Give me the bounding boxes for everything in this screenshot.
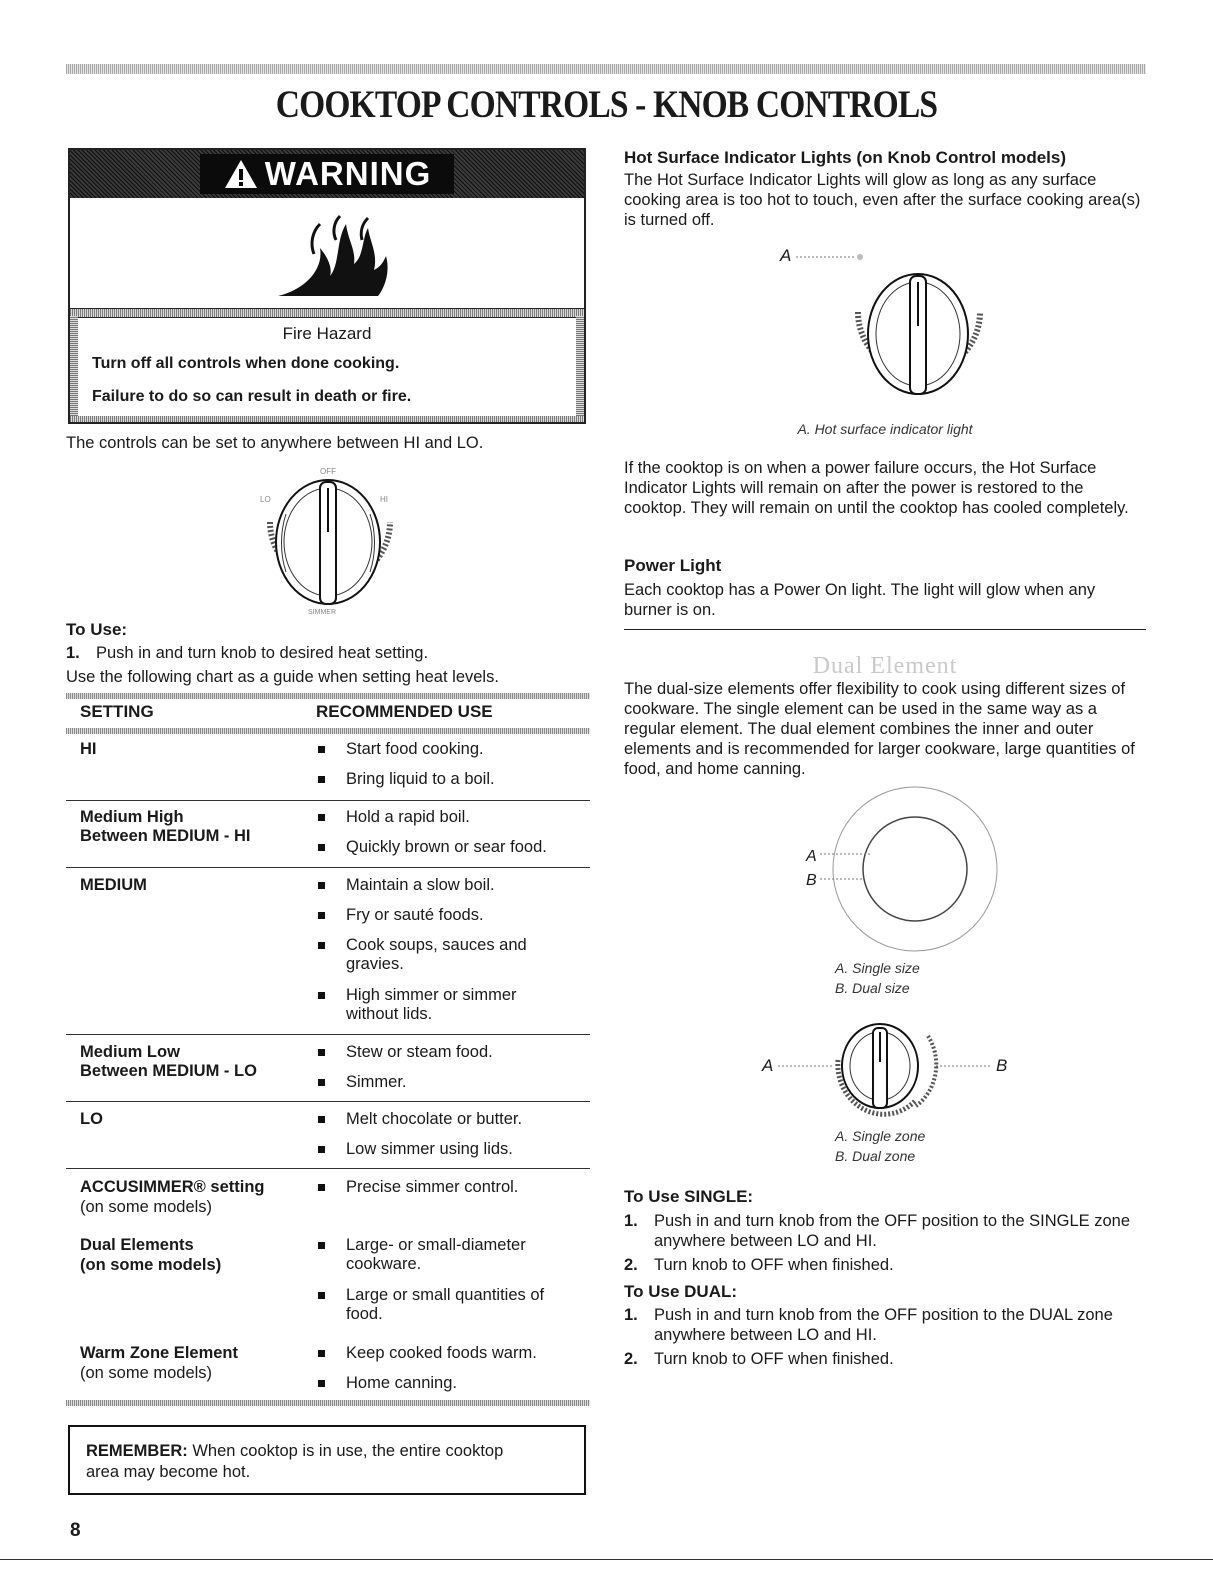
- warning-badge: [200, 154, 454, 194]
- setting-label: Medium Low: [80, 1043, 180, 1061]
- step-number: 2.: [624, 1256, 638, 1274]
- single-zone-caption: A. Single zone: [835, 1128, 926, 1144]
- use-item: Bring liquid to a boil.: [346, 770, 495, 788]
- power-light-text: Each cooktop has a Power On light. The light will glow when any burner is on.: [624, 581, 1096, 619]
- bullet-icon: [318, 1079, 325, 1086]
- bullet-icon: [318, 746, 325, 753]
- bullet-icon: [318, 1116, 325, 1123]
- warning-header: [70, 150, 584, 198]
- step-text: Push in and turn knob from the OFF position to the DUAL zone anywhere between LO and HI.: [654, 1306, 1113, 1344]
- setting-label: Dual Elements: [80, 1236, 194, 1254]
- warning-box: [68, 148, 586, 424]
- step-number: 1.: [624, 1306, 638, 1324]
- step-number: 1.: [624, 1212, 638, 1230]
- row-divider: [66, 800, 590, 801]
- knob-off-label: OFF: [320, 467, 336, 476]
- use-item: Quickly brown or sear food.: [346, 838, 547, 856]
- hot-surface-text: The Hot Surface Indicator Lights will glow as long as any surface cooking area is too hot to touch, even after the surface cooking area(s) is turned off.: [624, 171, 1141, 229]
- element-b-label: B: [806, 872, 817, 889]
- knob-diagram: [240, 462, 410, 622]
- element-a-label: A: [806, 848, 817, 865]
- use-item: Keep cooked foods warm.: [346, 1344, 537, 1362]
- warning-label: WARNING: [264, 155, 432, 192]
- controls-text: The controls can be set to anywhere between HI and LO.: [66, 434, 484, 452]
- step-text: Turn knob to OFF when finished.: [654, 1256, 894, 1274]
- callout-line: [796, 252, 866, 262]
- warning-border-bottom: [70, 416, 584, 422]
- use-item: High simmer or simmer without lids.: [346, 986, 517, 1023]
- row-divider: [66, 1034, 590, 1035]
- table-bottom-rule: [66, 1400, 590, 1406]
- bullet-icon: [318, 942, 325, 949]
- use-item: Precise simmer control.: [346, 1178, 519, 1196]
- use-single-steps: [624, 1211, 1146, 1275]
- bullet-icon: [318, 882, 325, 889]
- remember-box: [68, 1425, 586, 1495]
- power-failure-text: If the cooktop is on when a power failure occurs, the Hot Surface Indicator Lights will remain on after the power is restored to the cooktop. They will remain on until the cooktop has cooled completely.: [624, 459, 1129, 517]
- setting-label: HI: [80, 740, 97, 758]
- bullet-icon: [318, 776, 325, 783]
- bullet-icon: [318, 912, 325, 919]
- dual-knob-diagram: [776, 1020, 996, 1124]
- bullet-icon: [318, 1292, 325, 1299]
- use-item: Hold a rapid boil.: [346, 808, 470, 826]
- warning-line-2: Failure to do so can result in death or fire.: [92, 388, 412, 405]
- dual-element-heading: Dual Element: [812, 653, 958, 679]
- use-item: Maintain a slow boil.: [346, 876, 495, 894]
- setting-label: MEDIUM: [80, 876, 147, 894]
- use-item: Start food cooking.: [346, 740, 484, 758]
- fire-hazard-label: Fire Hazard: [282, 324, 372, 343]
- use-item: Cook soups, sauces and gravies.: [346, 936, 527, 973]
- dual-zone-caption: B. Dual zone: [835, 1148, 916, 1164]
- list-item: [624, 1255, 1146, 1275]
- fire-icon: [274, 210, 394, 298]
- dual-element-diagram: [800, 783, 1010, 955]
- remember-text: [86, 1441, 503, 1483]
- knob-lo-label: LO: [260, 495, 271, 504]
- hot-surface-heading: Hot Surface Indicator Lights (on Knob Control models): [624, 148, 1066, 167]
- use-item: Melt chocolate or butter.: [346, 1110, 523, 1128]
- bullet-icon: [318, 1184, 325, 1191]
- bullet-icon: [318, 1380, 325, 1387]
- table-header-rule: [66, 728, 590, 734]
- to-use-heading: To Use:: [66, 620, 128, 639]
- use-item: Stew or steam food.: [346, 1043, 493, 1061]
- list-item: [624, 1349, 1146, 1369]
- bullet-icon: [318, 1049, 325, 1056]
- header-rule: [66, 64, 1146, 74]
- bullet-icon: [318, 1146, 325, 1153]
- to-use-step: Push in and turn knob to desired heat setting.: [96, 644, 429, 662]
- use-item: Large- or small-diameter cookware.: [346, 1236, 526, 1273]
- use-item: Large or small quantities of food.: [346, 1286, 545, 1323]
- use-single-heading: To Use SINGLE:: [624, 1187, 754, 1206]
- bullet-icon: [318, 992, 325, 999]
- power-light-heading: Power Light: [624, 556, 722, 575]
- table-top-rule: [66, 693, 590, 699]
- use-item: Simmer.: [346, 1073, 407, 1091]
- col-setting: SETTING: [80, 702, 154, 721]
- row-divider: [66, 1168, 590, 1169]
- list-item: [624, 1305, 1146, 1345]
- dual-size-caption: B. Dual size: [835, 980, 910, 996]
- step-number: 2.: [624, 1350, 638, 1368]
- step-text: Push in and turn knob from the OFF position to the SINGLE zone anywhere between LO and HI.: [654, 1212, 1131, 1250]
- hot-surface-caption: A. Hot surface indicator light: [797, 421, 973, 437]
- bottom-rule: [0, 1559, 1213, 1560]
- page-number: 8: [70, 1520, 81, 1541]
- use-item: Low simmer using lids.: [346, 1140, 513, 1158]
- dual-text: The dual-size elements offer flexibility to cook using different sizes of cookware. The single element can be used in the same way as a regular element. The dual element combines the inner and outer elements and is recommended for larger cookware, large quantities of food, and home canning.: [624, 680, 1135, 778]
- page-title: COOKTOP CONTROLS - KNOB CONTROLS: [275, 83, 938, 126]
- use-dual-steps: [624, 1305, 1146, 1369]
- setting-sub: (on some models): [80, 1256, 222, 1274]
- warning-line-1: Turn off all controls when done cooking.: [92, 355, 400, 372]
- bullet-icon: [318, 1350, 325, 1357]
- chart-intro: Use the following chart as a guide when setting heat levels.: [66, 668, 499, 686]
- row-divider: [66, 1101, 590, 1102]
- bullet-icon: [318, 1242, 325, 1249]
- use-item: Home canning.: [346, 1374, 457, 1392]
- knob-hi-label: HI: [380, 495, 388, 504]
- list-item: [624, 1211, 1146, 1251]
- setting-label: Medium High: [80, 808, 184, 826]
- knob-b-label: B: [996, 1056, 1008, 1075]
- setting-sub: (on some models): [80, 1364, 213, 1382]
- col-recommended-use: RECOMMENDED USE: [316, 702, 493, 721]
- remember-text-1: When cooktop is in use, the entire cooktop: [192, 1442, 504, 1460]
- use-dual-heading: To Use DUAL:: [624, 1282, 738, 1301]
- knob-simmer-label: SIMMER: [308, 609, 336, 616]
- step-number: 1.: [66, 644, 80, 662]
- row-divider: [66, 867, 590, 868]
- single-size-caption: A. Single size: [835, 960, 920, 976]
- remember-text-2: area may become hot.: [86, 1463, 251, 1481]
- warning-divider: [70, 308, 584, 318]
- section-divider: [624, 629, 1146, 630]
- knob-indicator-diagram: [836, 262, 1006, 412]
- bullet-icon: [318, 844, 325, 851]
- remember-label: REMEMBER:: [86, 1442, 188, 1460]
- bullet-icon: [318, 814, 325, 821]
- setting-label: Warm Zone Element: [80, 1344, 238, 1362]
- setting-sub: (on some models): [80, 1198, 213, 1216]
- setting-label: LO: [80, 1110, 103, 1128]
- use-item: Fry or sauté foods.: [346, 906, 484, 924]
- callout-a: A: [780, 246, 792, 265]
- setting-sub: Between MEDIUM - LO: [80, 1062, 257, 1080]
- warning-triangle-icon: [223, 158, 259, 190]
- step-text: Turn knob to OFF when finished.: [654, 1350, 894, 1368]
- setting-label: ACCUSIMMER® setting: [80, 1178, 265, 1196]
- setting-sub: Between MEDIUM - HI: [80, 827, 251, 845]
- knob-a-label: A: [762, 1056, 774, 1075]
